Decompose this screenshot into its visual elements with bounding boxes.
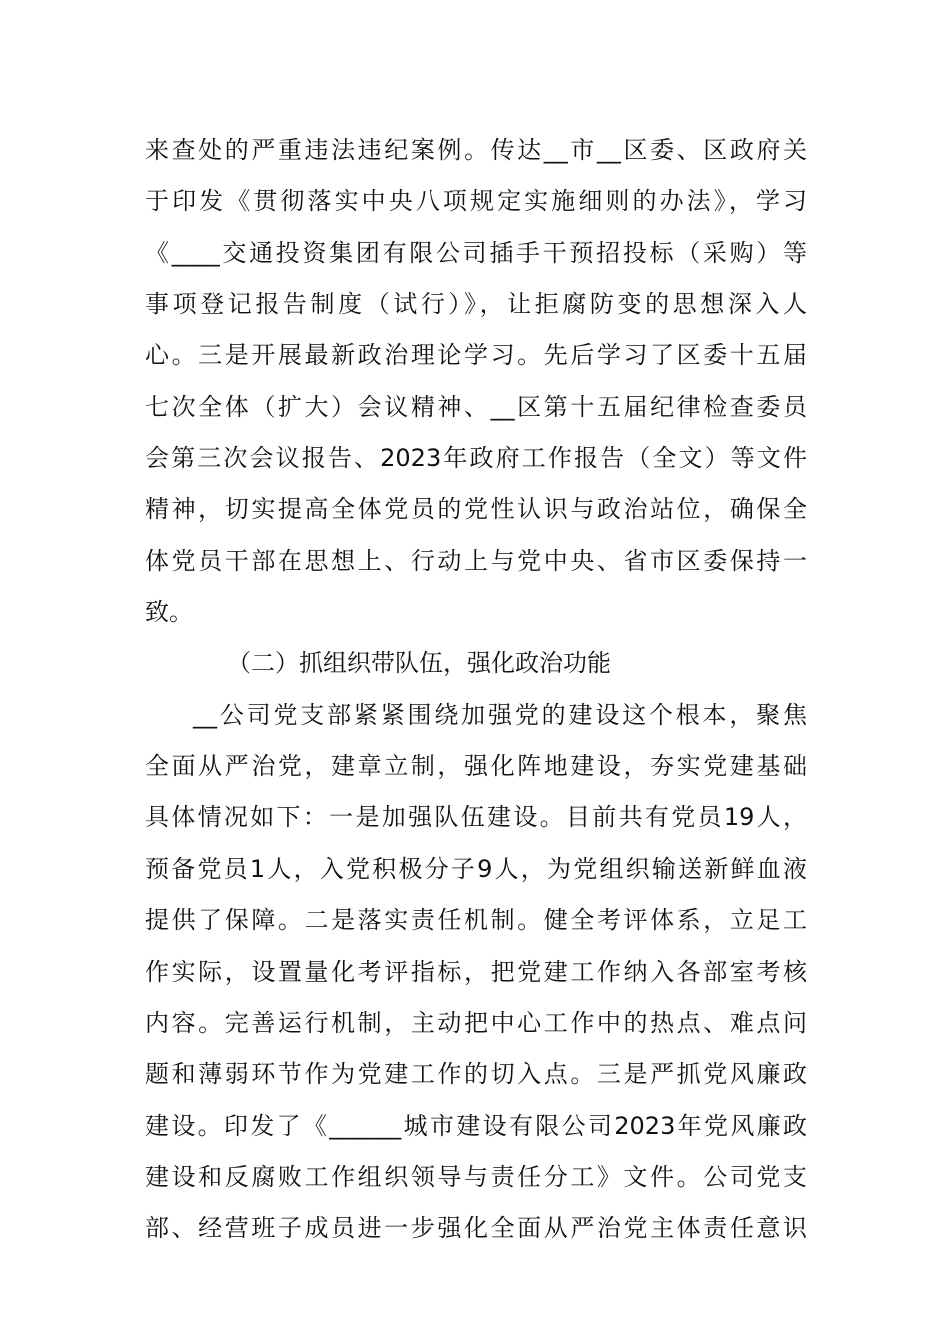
body-text bbox=[145, 125, 807, 1255]
text-line: 事项登记报告制度（试行）》，让拒腐防变的思想深入人 bbox=[145, 290, 807, 319]
text-line: 于印发《贯彻落实中央八项规定实施细则的办法》，学习 bbox=[145, 187, 807, 216]
text-line: __公司党支部紧紧围绕加强党的建设这个根本，聚焦 bbox=[193, 700, 807, 729]
text-line: 内容。完善运行机制，主动把中心工作中的热点、难点问 bbox=[145, 1008, 807, 1037]
text-line: 精神，切实提高全体党员的党性认识与政治站位，确保全 bbox=[145, 495, 807, 524]
text-line: 具体情况如下：一是加强队伍建设。目前共有党员19人， bbox=[145, 803, 807, 832]
text-line: 《____交通投资集团有限公司插手干预招投标（采购）等 bbox=[145, 238, 807, 267]
text-line: 部、经营班子成员进一步强化全面从严治党主体责任意识 bbox=[145, 1214, 807, 1243]
text-line: 预备党员1人，入党积极分子9人，为党组织输送新鲜血液 bbox=[145, 854, 807, 883]
text-line: 七次全体（扩大）会议精神、__区第十五届纪律检查委员 bbox=[145, 392, 807, 421]
text-line: 会第三次会议报告、2023年政府工作报告（全文）等文件 bbox=[145, 444, 807, 473]
text-line: 提供了保障。二是落实责任机制。健全考评体系，立足工 bbox=[145, 906, 807, 935]
text-line: 致。 bbox=[145, 598, 193, 627]
text-line: 体党员干部在思想上、行动上与党中央、省市区委保持一 bbox=[145, 546, 807, 575]
text-line: 建设和反腐败工作组织领导与责任分工》文件。公司党支 bbox=[145, 1162, 807, 1191]
text-line: 来查处的严重违法违纪案例。传达__市__区委、区政府关 bbox=[145, 136, 807, 164]
text-line: 心。三是开展最新政治理论学习。先后学习了区委十五届 bbox=[145, 341, 807, 370]
text-line: 作实际，设置量化考评指标，把党建工作纳入各部室考核 bbox=[145, 957, 807, 986]
text-line: 建设。印发了《______城市建设有限公司2023年党风廉政 bbox=[145, 1111, 807, 1140]
section-heading: （二）抓组织带队伍，强化政治功能 bbox=[227, 649, 611, 678]
text-line: 题和薄弱环节作为党建工作的切入点。三是严抓党风廉政 bbox=[145, 1060, 807, 1089]
text-line: 全面从严治党，建章立制，强化阵地建设，夯实党建基础 bbox=[145, 752, 807, 781]
